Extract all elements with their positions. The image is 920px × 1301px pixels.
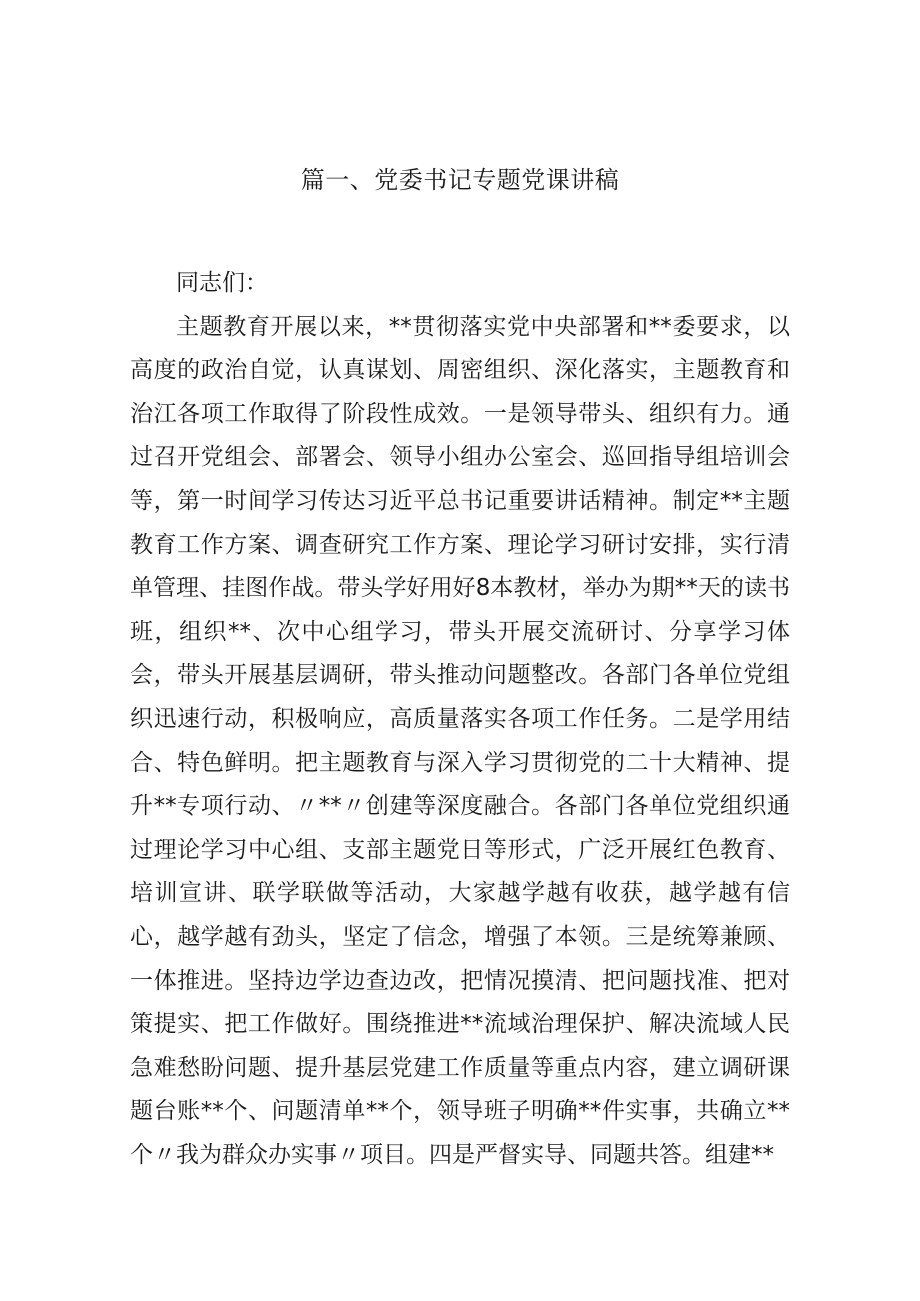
- body-paragraph: 主题教育开展以来，**贯彻落实党中央部署和**委要求，以高度的政治自觉，认真谋划、周密组织、深化落实，主题教育和治江各项工作取得了阶段性成效。一是领导带头、组织有力。通过召开党组会、部署会、领导小组办公室会、巡回指导组培训会等，第一时间学习传达习近平总书记重要讲话精神。制定**主题教育工作方案、调查研究工作方案、理论学习研讨安排，实行清单管理、挂图作战。带头学好用好8本教材，举办为期**天的读书班，组织**、次中心组学习，带头开展交流研讨、分享学习体会，带头开展基层调研，带头推动问题整改。各部门各单位党组织迅速行动，积极响应，高质量落实各项工作任务。二是学用结合、特色鲜明。把主题教育与深入学习贯彻党的二十大精神、提升**专项行动、〃**〃创建等深度融合。各部门各单位党组织通过理论学习中心组、支部主题党日等形式，广泛开展红色教育、培训宣讲、联学联做等活动，大家越学越有收获，越学越有信心，越学越有劲头，坚定了信念，增强了本领。三是统筹兼顾、一体推进。坚持边学边查边改，把情况摸清、把问题找准、把对策提实、把工作做好。围绕推进**流域治理保护、解决流域人民急难愁盼问题、提升基层党建工作质量等重点内容，建立调研课题台账**个、问题清单**个，领导班子明确**件实事，共确立**个〃我为群众办实事〃项目。四是严督实导、同题共答。组建**: [130, 313, 790, 1168]
- salutation: 同志们：: [176, 270, 268, 296]
- document-title: 篇一、党委书记专题党课讲稿: [300, 166, 620, 194]
- document-body: [130, 262, 790, 1177]
